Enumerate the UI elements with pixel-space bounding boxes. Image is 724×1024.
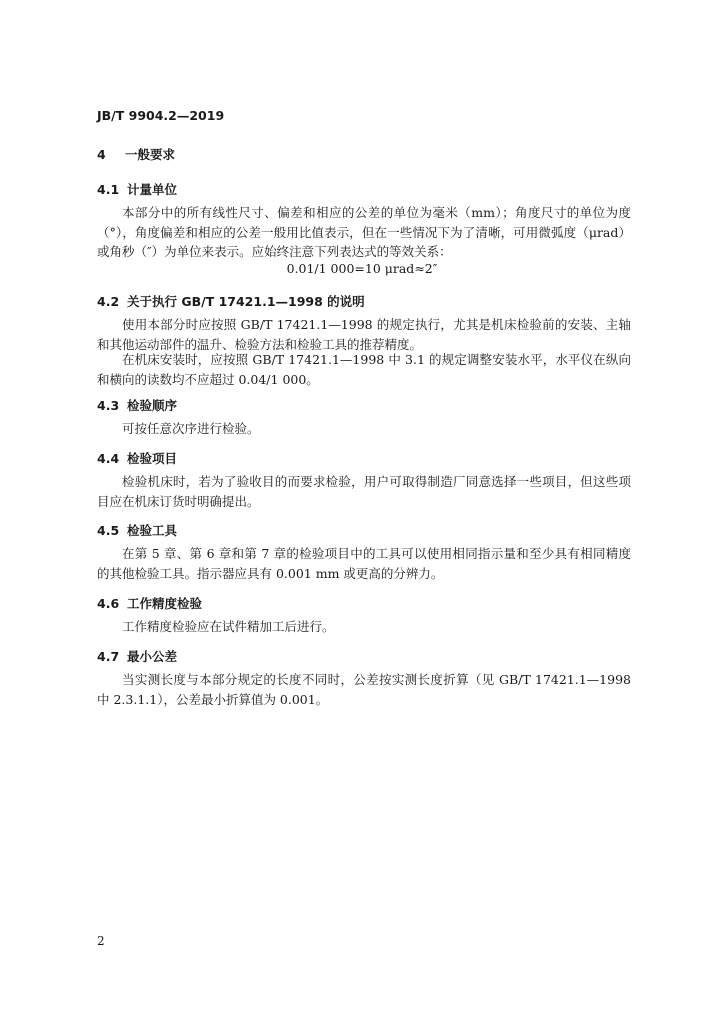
section-number: 4.1 (97, 182, 120, 197)
section-number: 4.3 (97, 398, 120, 413)
section-4-4-heading (97, 449, 177, 467)
section-number: 4.5 (97, 523, 120, 538)
section-number: 4 (97, 147, 106, 162)
section-4-6-paragraph: 工作精度检验应在试件精加工后进行。 (122, 619, 335, 634)
section-4-2-heading (97, 292, 365, 310)
section-4-heading (97, 145, 175, 163)
section-title: 检验顺序 (127, 398, 178, 413)
section-number: 4.6 (97, 596, 120, 611)
section-4-2-paragraph-1: 使用本部分时应按照 GB/T 17421.1—1998 的规定执行，尤其是机床检验前的安装、主轴和其他运动部件的温升、检验方法和检验工具的推荐精度。 (97, 317, 631, 352)
standard-code-header: JB/T 9904.2—2019 (97, 108, 225, 123)
section-4-5-paragraph: 在第 5 章、第 6 章和第 7 章的检验项目中的工具可以使用相同指示量和至少具有相同精度的其他检验工具。指示器应具有 0.001 mm 或更高的分辨力。 (97, 546, 631, 581)
section-title: 最小公差 (127, 649, 178, 664)
section-title: 工作精度检验 (127, 596, 203, 611)
section-4-7-paragraph: 当实测长度与本部分规定的长度不同时，公差按实测长度折算（见 GB/T 17421.1—1998 中 2.3.1.1），公差最小折算值为 0.001。 (97, 672, 631, 707)
section-4-6-heading (97, 594, 202, 612)
section-title: 计量单位 (127, 182, 178, 197)
section-4-3-heading (97, 396, 177, 414)
section-4-1-heading (97, 180, 177, 198)
section-title: 检验项目 (127, 451, 178, 466)
section-4-4-paragraph: 检验机床时，若为了验收目的而要求检验，用户可取得制造厂同意选择一些项目，但这些项目应在机床订货时明确提出。 (97, 474, 631, 509)
section-4-7-heading (97, 647, 177, 665)
section-4-3-paragraph: 可按任意次序进行检验。 (122, 421, 260, 436)
section-4-2-paragraph-2: 在机床安装时，应按照 GB/T 17421.1—1998 中 3.1 的规定调整安装水平，水平仪在纵向和横向的读数均不应超过 0.04/1 000。 (97, 352, 631, 387)
section-title: 一般要求 (125, 147, 176, 162)
page-number: 2 (97, 934, 105, 948)
section-title: 关于执行 GB/T 17421.1—1998 的说明 (127, 294, 365, 309)
section-number: 4.2 (97, 294, 120, 309)
section-4-5-heading (97, 521, 177, 539)
section-number: 4.4 (97, 451, 120, 466)
equivalence-formula: 0.01/1 000=10 μrad≈2″ (286, 261, 438, 276)
section-title: 检验工具 (127, 523, 178, 538)
section-number: 4.7 (97, 649, 120, 664)
section-4-1-paragraph: 本部分中的所有线性尺寸、偏差和相应的公差的单位为毫米（mm）；角度尺寸的单位为度（°），角度偏差和相应的公差一般用比值表示，但在一些情况下为了清晰，可用微弧度（μrad）或角秒（″）为单位来表示。应始终注意下列表达式的等效关系： (97, 205, 631, 259)
